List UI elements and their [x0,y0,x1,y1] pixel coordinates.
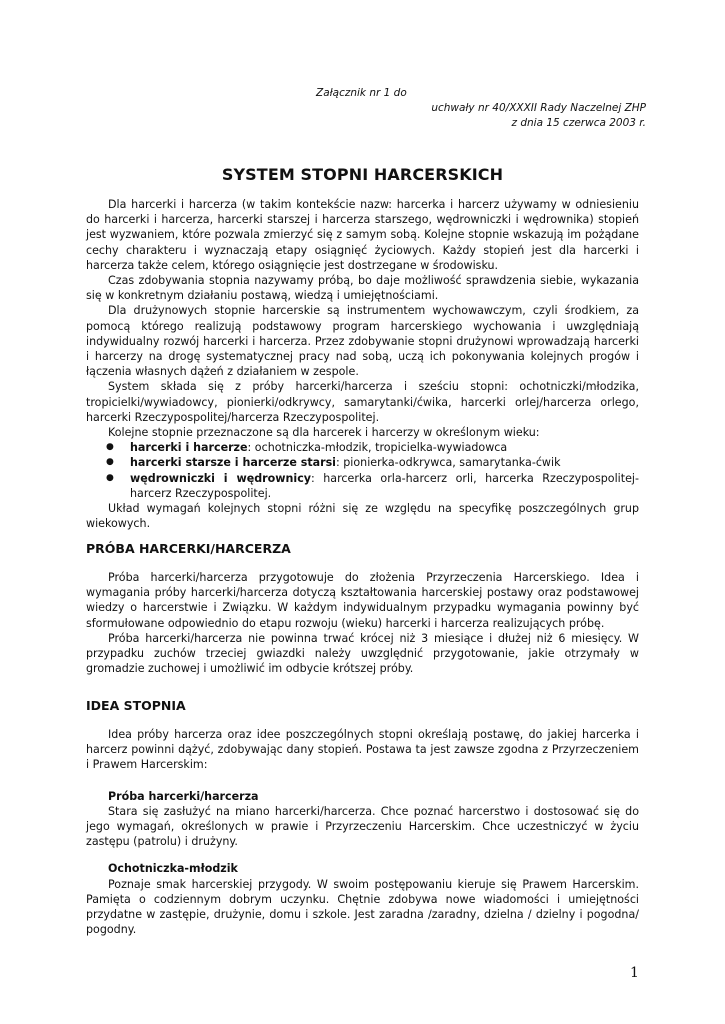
proba-section [86,570,639,676]
idea-paragraph-1: Idea próby harcerza oraz idee poszczególnych stopni określają postawę, do jakiej harcerka i harcerz powinni dążyć, zdobywając dany stopień. Postawa ta jest zawsze zgodna z Przyrzeczeniem i Prawem Harcerskim: [86,728,639,772]
proba-paragraph-2: Próba harcerki/harcerza nie powinna trwać krócej niż 3 miesiące i dłużej niż 6 miesięcy. W przypadku zuchów trzeciej gwiazdki należy uwzględnić przygotowanie, jakie otrzymały w gromadzie zuchowej i umożliwić im odbycie krótszej próby. [86,631,639,676]
sub-text-proba: Stara się zasłużyć na miano harcerki/harcerza. Chce poznać harcerstwo i dostosować się do jego wymagań, określonych w prawie i Przyrzeczeniu Harcerskim. Chce uczestniczyć w życiu zastępu (patrolu) i drużyny. [86,804,639,849]
list-item-text: : pionierka-odkrywca, samarytanka-ćwik [335,456,561,470]
list-item [130,440,639,455]
section-heading-idea: IDEA STOPNIA [86,698,186,713]
intro-paragraph-6: Układ wymagań kolejnych stopni różni się ze względu na specyfikę poszczególnych grup wiekowych. [86,502,639,531]
intro-paragraph-2: Czas zdobywania stopnia nazywamy próbą, bo daje możliwość sprawdzenia siebie, wykazania się w konkretnym działaniu postawą, wiedzą i umiejętnościami. [86,274,639,303]
list-item [130,455,639,470]
page-number: 1 [630,965,639,981]
header-line-2: uchwały nr 40/XXXII Rady Naczelnej ZHP [431,102,646,114]
intro-section [86,197,639,531]
list-item-text: : harcerka orla-harcerz orli, harcerka Rzeczypospolitej-harcerz Rzeczypospolitej. [130,471,640,500]
intro-paragraph-3: Dla drużynowych stopnie harcerskie są instrumentem wychowawczym, czyli środkiem, za pomocą którego realizują podstawowy program harcerskiego wychowania i uwzględniają indywidualny rozwój harcerki i harcerza. Przez zdobywanie stopni drużynowi wprowadzają harcerki i harcerzy na drogę systematycznej pracy nad sobą, uczą ich pokonywania kolejnych progów i łączenia własnych dążeń z działaniem w zespole. [86,304,639,379]
header-line-1: Załącznik nr 1 do [316,87,407,99]
proba-paragraph-1: Próba harcerki/harcerza przygotowuje do złożenia Przyrzeczenia Harcerskiego. Idea i wymagania próby harcerki/harcerza dotyczą kształtowania harcerskiej postawy oraz podstawowej wiedzy o harcerstwie i Związku. W każdym indywidualnym przypadku wymagania powinny być sformułowane odpowiednio do etapu rozwoju (wieku) harcerki i harcerza realizujących próbę. [86,571,639,630]
header-line-3: z dnia 15 czerwca 2003 r. [511,117,646,129]
section-heading-proba: PRÓBA HARCERKI/HARCERZA [86,541,291,556]
list-item-bold: harcerki i harcerze [130,441,248,455]
sub-text-ochotniczka: Poznaje smak harcerskiej przygody. W swoim postępowaniu kieruje się Prawem Harcerskim. Pamięta o codziennym dobrym uczynku. Chętnie zdobywa nowe wiadomości i umiejętności przydatne w zastępie, drużynie, domu i szkole. Jest zaradna /zaradny, dzielna / dzielny i pogodna/ pogodny. [86,877,639,937]
intro-paragraph-4: System składa się z próby harcerki/harcerza i sześciu stopni: ochotniczki/młodzika, tropicielki/wywiadowcy, pionierki/odkrywcy, samarytanki/ćwika, harcerki orlej/harcerza orlego, harcerki Rzeczypospolitej/harcerza Rzeczypospolitej. [86,380,639,424]
attachment-header [316,86,646,131]
age-groups-list [86,440,639,501]
document-title: SYSTEM STOPNI HARCERSKICH [221,165,504,184]
list-item [130,471,639,501]
list-item-bold: wędrowniczki i wędrownicy [130,471,312,485]
idea-section [86,727,639,937]
sub-heading-ochotniczka: Ochotniczka-młodzik [108,862,238,876]
sub-heading-proba: Próba harcerki/harcerza [108,789,259,803]
intro-paragraph-1: Dla harcerki i harcerza (w takim kontekście nazw: harcerka i harcerz używamy w odniesieniu do harcerki i harcerza, harcerki starszej i harcerza starszego, wędrowniczki i wędrownika) stopień jest wyzwaniem, które pozwala zmierzyć się z samym sobą. Kolejne stopnie wskazują im pożądane cechy charakteru i wyznaczają etapy osiągnięć życiowych. Każdy stopień jest dla harcerki i harcerza także celem, którego osiągnięcie jest dostrzegane w środowisku. [86,198,639,272]
intro-paragraph-5: Kolejne stopnie przeznaczone są dla harcerek i harcerzy w określonym wieku: [108,426,540,440]
list-item-bold: harcerki starsze i harcerze starsi [130,456,336,470]
list-item-text: : ochotniczka-młodzik, tropicielka-wywiadowca [247,441,508,455]
